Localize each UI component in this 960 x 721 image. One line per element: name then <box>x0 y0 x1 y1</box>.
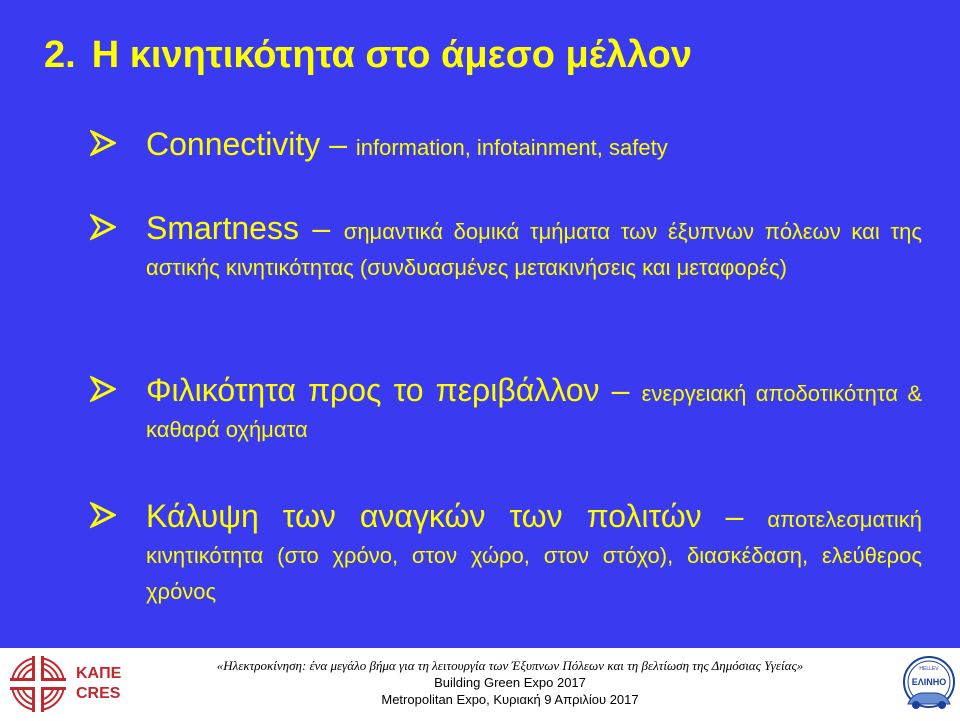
bullet-heading: Connectivity <box>146 126 321 162</box>
bullet-separator: – <box>599 372 642 408</box>
slide-title <box>44 34 692 77</box>
kape-logo-line2: CRES <box>76 685 121 702</box>
bullet-separator: – <box>298 210 344 246</box>
bullet-separator: – <box>320 126 356 162</box>
footer-caption <box>140 658 880 708</box>
footer-venue-date: Metropolitan Expo, Κυριακή 9 Απριλίου 2017 <box>381 692 639 707</box>
bullet-environment <box>90 372 922 448</box>
title-number: 2. <box>44 34 76 76</box>
bullet-heading: Smartness <box>146 210 299 246</box>
bullet-body: information, infotainment, safety <box>355 135 668 160</box>
footer-expo-name: Building Green Expo 2017 <box>434 675 586 690</box>
arrow-head-right-icon <box>90 126 116 160</box>
bullet-body: ενεργειακή αποδοτικότητα & καθαρά οχήματα <box>146 381 922 442</box>
kape-cross-icon <box>8 654 68 714</box>
bullet-heading: Φιλικότητα προς το περιβάλλον <box>146 372 600 408</box>
bullet-citizen-needs <box>90 498 922 610</box>
bullet-text <box>146 372 922 448</box>
kape-logo-text <box>76 664 121 704</box>
bullet-separator: – <box>701 498 768 534</box>
elinho-logo-top-text: HELLEV <box>919 666 939 672</box>
bullet-heading: Κάλυψη των αναγκών των πολιτών <box>146 498 702 534</box>
electric-car-icon <box>898 654 960 716</box>
bullet-text <box>146 126 922 166</box>
arrow-head-right-icon <box>90 372 116 406</box>
bullet-connectivity <box>90 126 922 166</box>
bullet-body: σημαντικά δομικά τμήματα των έξυπνων πόλεων και της αστικής κινητικότητας (συνδυασμένες μετακινήσεις και μεταφορές) <box>146 219 923 280</box>
arrow-head-right-icon <box>90 210 116 244</box>
footer-event-title: «Ηλεκτροκίνηση: ένα μεγάλο βήμα για τη λειτουργία των Έξυπνων Πόλεων και τη βελτίωση της Δημόσιας Υγείας» <box>216 658 804 673</box>
footer <box>0 648 960 720</box>
kape-cres-logo <box>8 654 128 714</box>
elinho-car-logo <box>898 654 960 716</box>
elinho-logo-name: ΕΛΙΝΗΟ <box>911 677 947 687</box>
kape-logo-line1: ΚΑΠΕ <box>76 665 122 682</box>
title-text: Η κινητικότητα στο άμεσο μέλλον <box>91 34 693 76</box>
bullet-text <box>146 498 922 610</box>
bullet-body: αποτελεσματική κινητικότητα (στο χρόνο, στον χώρο, στον στόχο), διασκέδαση, ελεύθερος χρόνος <box>146 507 922 604</box>
bullet-smartness <box>90 210 922 286</box>
bullet-text <box>146 210 922 286</box>
arrow-head-right-icon <box>90 498 116 532</box>
